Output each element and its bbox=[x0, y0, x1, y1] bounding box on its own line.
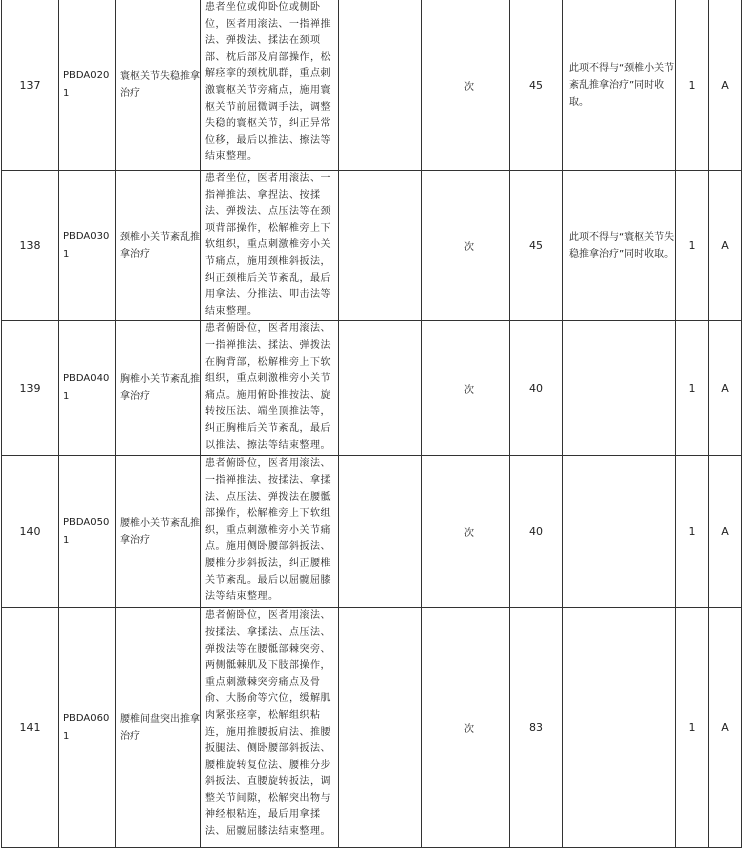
item-name: 颈椎小关节紊乱推拿治疗 bbox=[116, 171, 201, 321]
item-note bbox=[563, 608, 676, 848]
table-row bbox=[2, 456, 742, 608]
item-price: 40 bbox=[510, 321, 563, 456]
item-level: A bbox=[709, 171, 742, 321]
fee-table bbox=[1, 0, 742, 848]
item-name: 胸椎小关节紊乱推拿治疗 bbox=[116, 321, 201, 456]
item-code: PBDA0401 bbox=[59, 321, 116, 456]
item-level: A bbox=[709, 0, 742, 171]
item-number: 137 bbox=[2, 0, 59, 171]
item-level: A bbox=[709, 321, 742, 456]
item-code: PBDA0201 bbox=[59, 0, 116, 171]
empty-cell bbox=[339, 171, 422, 321]
item-insurance: 1 bbox=[676, 608, 709, 848]
item-price: 45 bbox=[510, 171, 563, 321]
item-name: 腰椎小关节紊乱推拿治疗 bbox=[116, 456, 201, 608]
item-content: 患者俯卧位，医者用滚法、按揉法、拿揉法、点压法、弹拨法等在腰骶部棘突旁、两侧骶棘肌及下肢部操作，重点刺激棘突旁痛点及骨俞、大肠俞等穴位，缓解肌肉紧张痉挛，松解组织粘连，施用推腰扳肩法、推腰扳腿法、侧卧腰部斜扳法、腰椎旋转复位法、腰椎分步斜扳法、直腰旋转扳法，调整关节间隙，松解突出物与神经根粘连，最后用拿揉法、屈髋屈膝法结束整理。 bbox=[201, 608, 339, 848]
item-unit: 次 bbox=[422, 608, 510, 848]
item-price: 83 bbox=[510, 608, 563, 848]
item-note: 此项不得与“颈椎小关节紊乱推拿治疗”同时收取。 bbox=[563, 0, 676, 171]
item-note bbox=[563, 321, 676, 456]
item-number: 140 bbox=[2, 456, 59, 608]
table-row bbox=[2, 608, 742, 848]
item-insurance: 1 bbox=[676, 171, 709, 321]
item-content: 患者俯卧位，医者用滚法、一指禅推法、按揉法、拿揉法、点压法、弹拨法在腰骶部操作，松解椎旁上下软组织，重点刺激椎旁小关节痛点。施用侧卧腰部斜扳法、腰椎分步斜扳法，纠正腰椎关节紊乱。最后以屈髋屈膝法等结束整理。 bbox=[201, 456, 339, 608]
item-number: 139 bbox=[2, 321, 59, 456]
item-content: 患者坐位或仰卧位或侧卧位，医者用滚法、一指禅推法、弹拨法、揉法在颈项部、枕后部及肩部操作，松解痉挛的颈枕肌群，重点刺激寰枢关节旁痛点，施用寰枢关节前屈微调手法，调整失稳的寰枢关节，纠正异常位移，最后以推法、擦法等结束整理。 bbox=[201, 0, 339, 171]
item-number: 138 bbox=[2, 171, 59, 321]
item-price: 40 bbox=[510, 456, 563, 608]
item-name: 腰椎间盘突出推拿治疗 bbox=[116, 608, 201, 848]
item-content: 患者俯卧位，医者用滚法、一指禅推法、揉法、弹拨法在胸背部，松解椎旁上下软组织，重点刺激椎旁小关节痛点。施用俯卧推按法、旋转按压法、端坐顶推法等，纠正胸椎后关节紊乱，最后以推法、擦法等结束整理。 bbox=[201, 321, 339, 456]
item-note bbox=[563, 456, 676, 608]
empty-cell bbox=[339, 456, 422, 608]
item-code: PBDA0501 bbox=[59, 456, 116, 608]
item-note: 此项不得与“寰枢关节失稳推拿治疗”同时收取。 bbox=[563, 171, 676, 321]
item-content: 患者坐位，医者用滚法、一指禅推法、拿捏法、按揉法、弹拨法、点压法等在颈项背部操作，松解椎旁上下软组织，重点刺激椎旁小关节痛点，施用颈椎斜扳法，纠正颈椎后关节紊乱，最后用拿法、分推法、叩击法等结束整理。 bbox=[201, 171, 339, 321]
empty-cell bbox=[339, 0, 422, 171]
item-number: 141 bbox=[2, 608, 59, 848]
item-insurance: 1 bbox=[676, 321, 709, 456]
item-unit: 次 bbox=[422, 171, 510, 321]
item-unit: 次 bbox=[422, 456, 510, 608]
table-row bbox=[2, 171, 742, 321]
item-insurance: 1 bbox=[676, 456, 709, 608]
item-unit: 次 bbox=[422, 321, 510, 456]
item-price: 45 bbox=[510, 0, 563, 171]
table-row bbox=[2, 0, 742, 171]
empty-cell bbox=[339, 321, 422, 456]
empty-cell bbox=[339, 608, 422, 848]
item-insurance: 1 bbox=[676, 0, 709, 171]
item-level: A bbox=[709, 456, 742, 608]
item-code: PBDA0301 bbox=[59, 171, 116, 321]
item-unit: 次 bbox=[422, 0, 510, 171]
item-level: A bbox=[709, 608, 742, 848]
table-row bbox=[2, 321, 742, 456]
item-name: 寰枢关节失稳推拿治疗 bbox=[116, 0, 201, 171]
item-code: PBDA0601 bbox=[59, 608, 116, 848]
